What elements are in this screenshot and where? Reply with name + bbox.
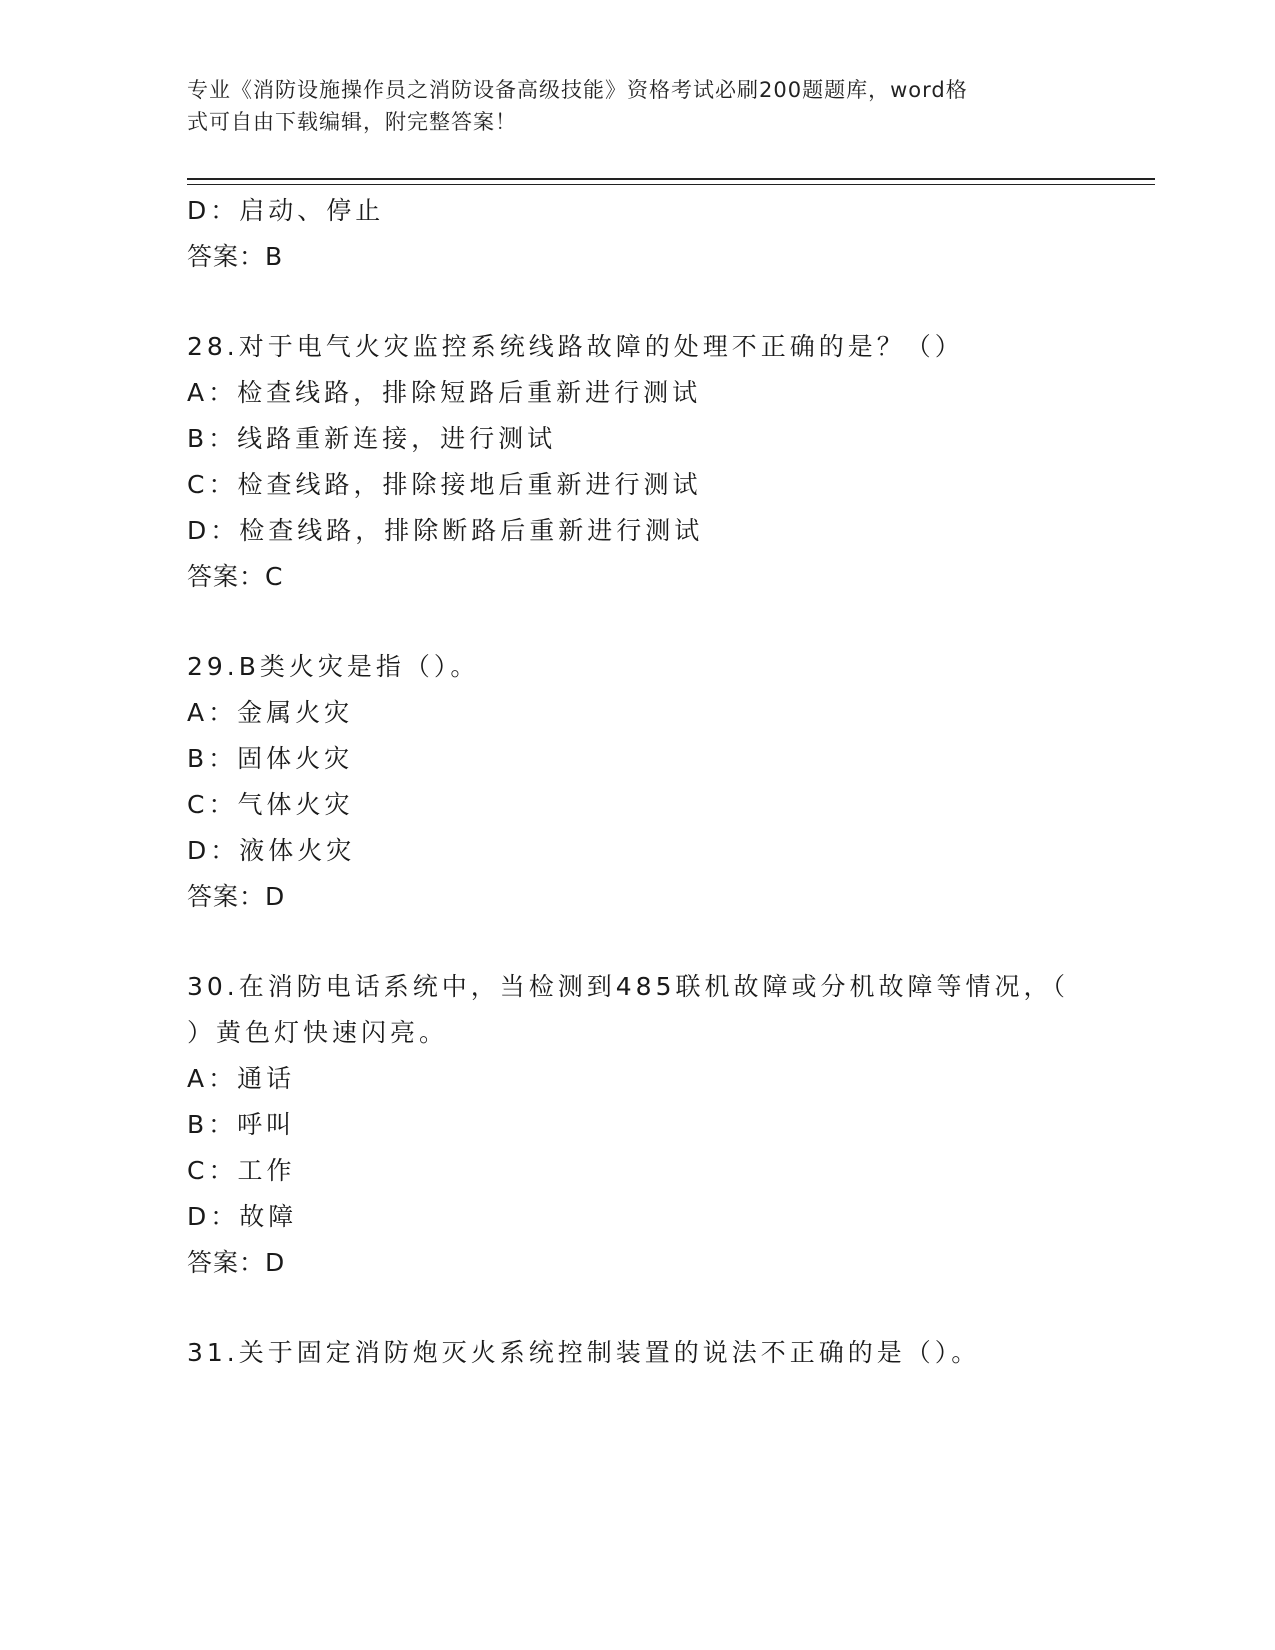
header-divider-thick (187, 178, 1155, 180)
option-b: B：呼叫 (187, 1110, 296, 1139)
document-header (187, 74, 1067, 138)
answer-label: 答案：D (187, 882, 286, 911)
answer-label: 答案：C (187, 562, 284, 591)
option-b: B：线路重新连接，进行测试 (187, 424, 557, 453)
option-a: A：通话 (187, 1064, 296, 1093)
question-31 (187, 1330, 1087, 1376)
question-stem-line-2: ）黄色灯快速闪亮。 (187, 1018, 449, 1047)
option-c: C：气体火灾 (187, 790, 354, 819)
header-line-1: 专业《消防设施操作员之消防设备高级技能》资格考试必刷200题题库，word格 (187, 78, 968, 102)
question-29 (187, 644, 1087, 920)
option-c: C：工作 (187, 1156, 296, 1185)
option-a: A：检查线路，排除短路后重新进行测试 (187, 378, 702, 407)
answer-label: 答案：B (187, 242, 284, 271)
header-divider-thin (187, 184, 1155, 185)
option-c: C：检查线路，排除接地后重新进行测试 (187, 470, 702, 499)
question-stem: 29.B类火灾是指（）。 (187, 652, 480, 681)
question-stem: 31.关于固定消防炮灭火系统控制装置的说法不正确的是（）。 (187, 1338, 981, 1367)
question-28 (187, 324, 1087, 600)
question-30 (187, 964, 1087, 1286)
option-b: B：固体火灾 (187, 744, 354, 773)
question-stem-line-1: 30.在消防电话系统中，当检测到485联机故障或分机故障等情况，（ (187, 972, 1069, 1001)
option-d: D：检查线路，排除断路后重新进行测试 (187, 516, 704, 545)
question-list (187, 188, 1087, 1376)
answer-label: 答案：D (187, 1248, 286, 1277)
option-d: D：启动、停止 (187, 196, 385, 225)
option-d: D：液体火灾 (187, 836, 356, 865)
header-line-2: 式可自由下载编辑，附完整答案！ (187, 110, 517, 134)
question-stem: 28.对于电气火灾监控系统线路故障的处理不正确的是？（） (187, 332, 964, 361)
option-d: D：故障 (187, 1202, 298, 1231)
option-a: A：金属火灾 (187, 698, 354, 727)
